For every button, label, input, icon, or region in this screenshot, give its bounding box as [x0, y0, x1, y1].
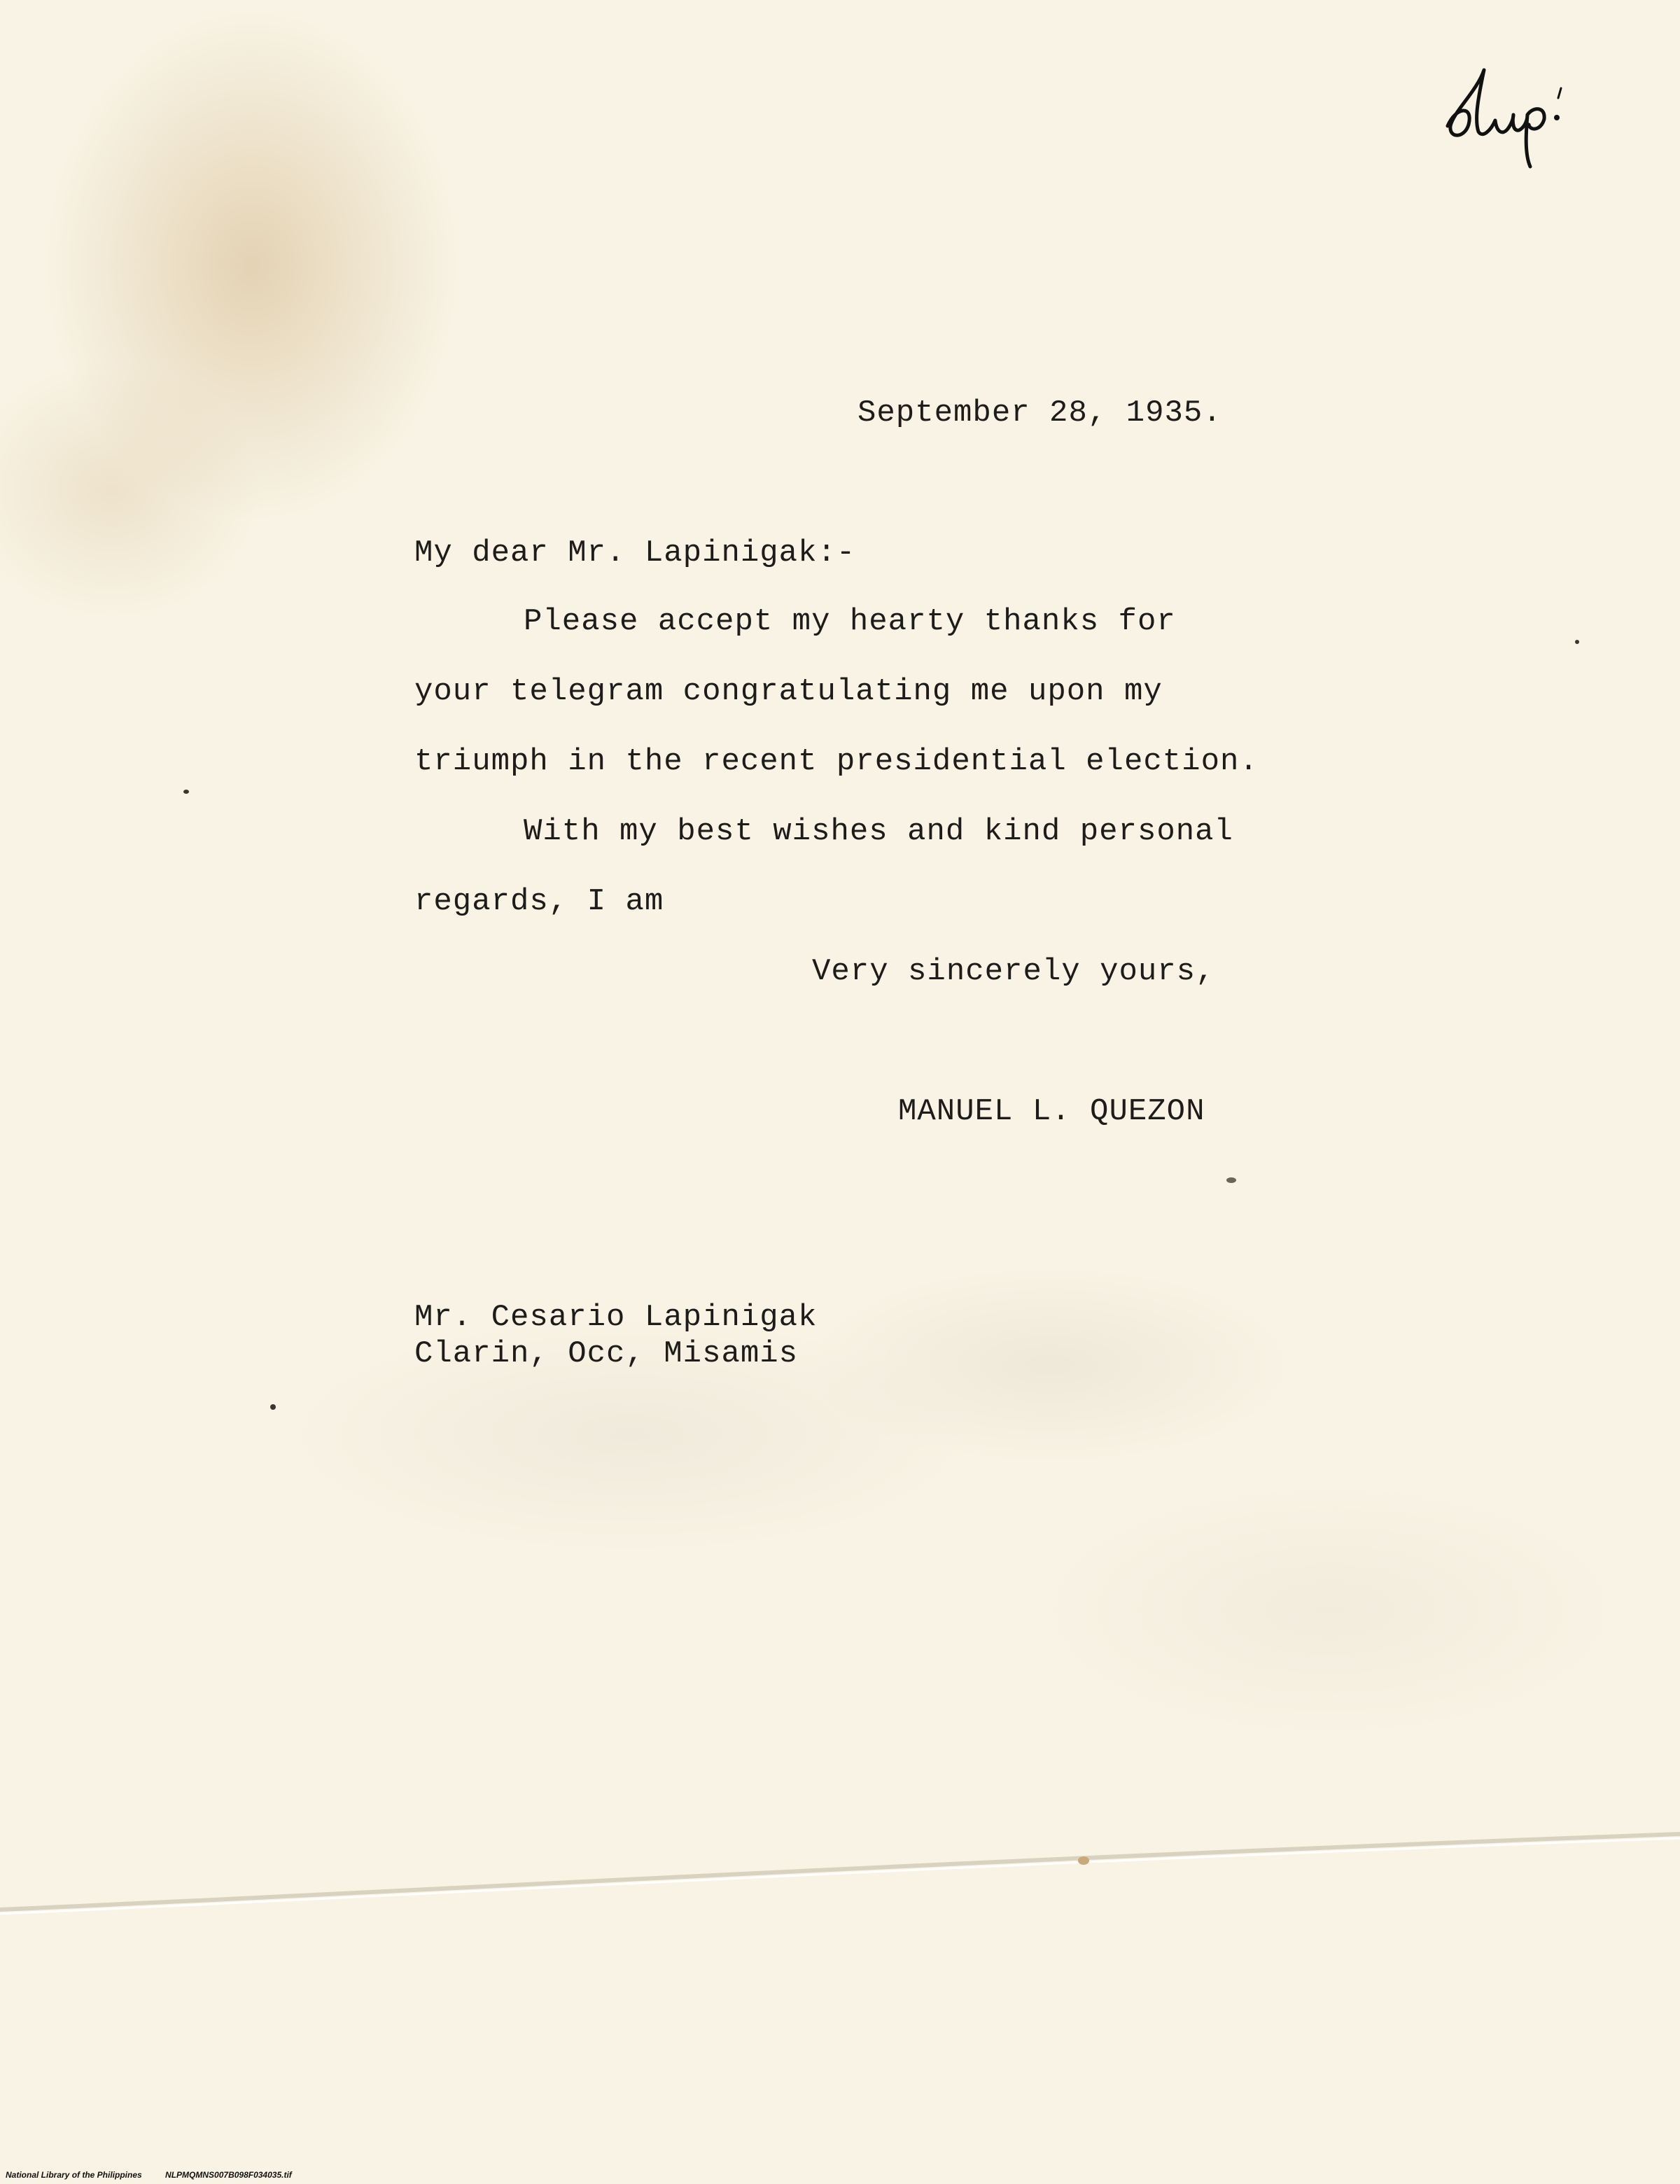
paper-speck	[1575, 640, 1579, 644]
paper-speck	[1078, 1856, 1089, 1865]
paper-crease	[0, 1806, 1680, 1918]
body-line: triumph in the recent presidential election.	[414, 744, 1259, 779]
footer-institution: National Library of the Philippines	[6, 2170, 142, 2180]
paper-speck	[183, 790, 189, 794]
closing: Very sincerely yours,	[812, 954, 1215, 989]
handwritten-dup-note	[1435, 42, 1589, 175]
body-line: regards, I am	[414, 884, 664, 919]
salutation: My dear Mr. Lapinigak:-	[414, 536, 856, 570]
body-line: With my best wishes and kind personal	[524, 814, 1233, 849]
letter-date: September 28, 1935.	[858, 396, 1222, 430]
paper-speck	[1226, 1177, 1236, 1183]
body-line: your telegram congratulating me upon my	[414, 674, 1163, 709]
archive-footer	[6, 2170, 292, 2180]
addressee-name: Mr. Cesario Lapinigak	[414, 1300, 818, 1335]
footer-filename: NLPMQMNS007B098F034035.tif	[165, 2170, 292, 2180]
paper-speck	[270, 1404, 276, 1410]
body-line: Please accept my hearty thanks for	[524, 604, 1176, 639]
addressee-location: Clarin, Occ, Misamis	[414, 1336, 799, 1371]
signature-name: MANUEL L. QUEZON	[898, 1094, 1205, 1129]
